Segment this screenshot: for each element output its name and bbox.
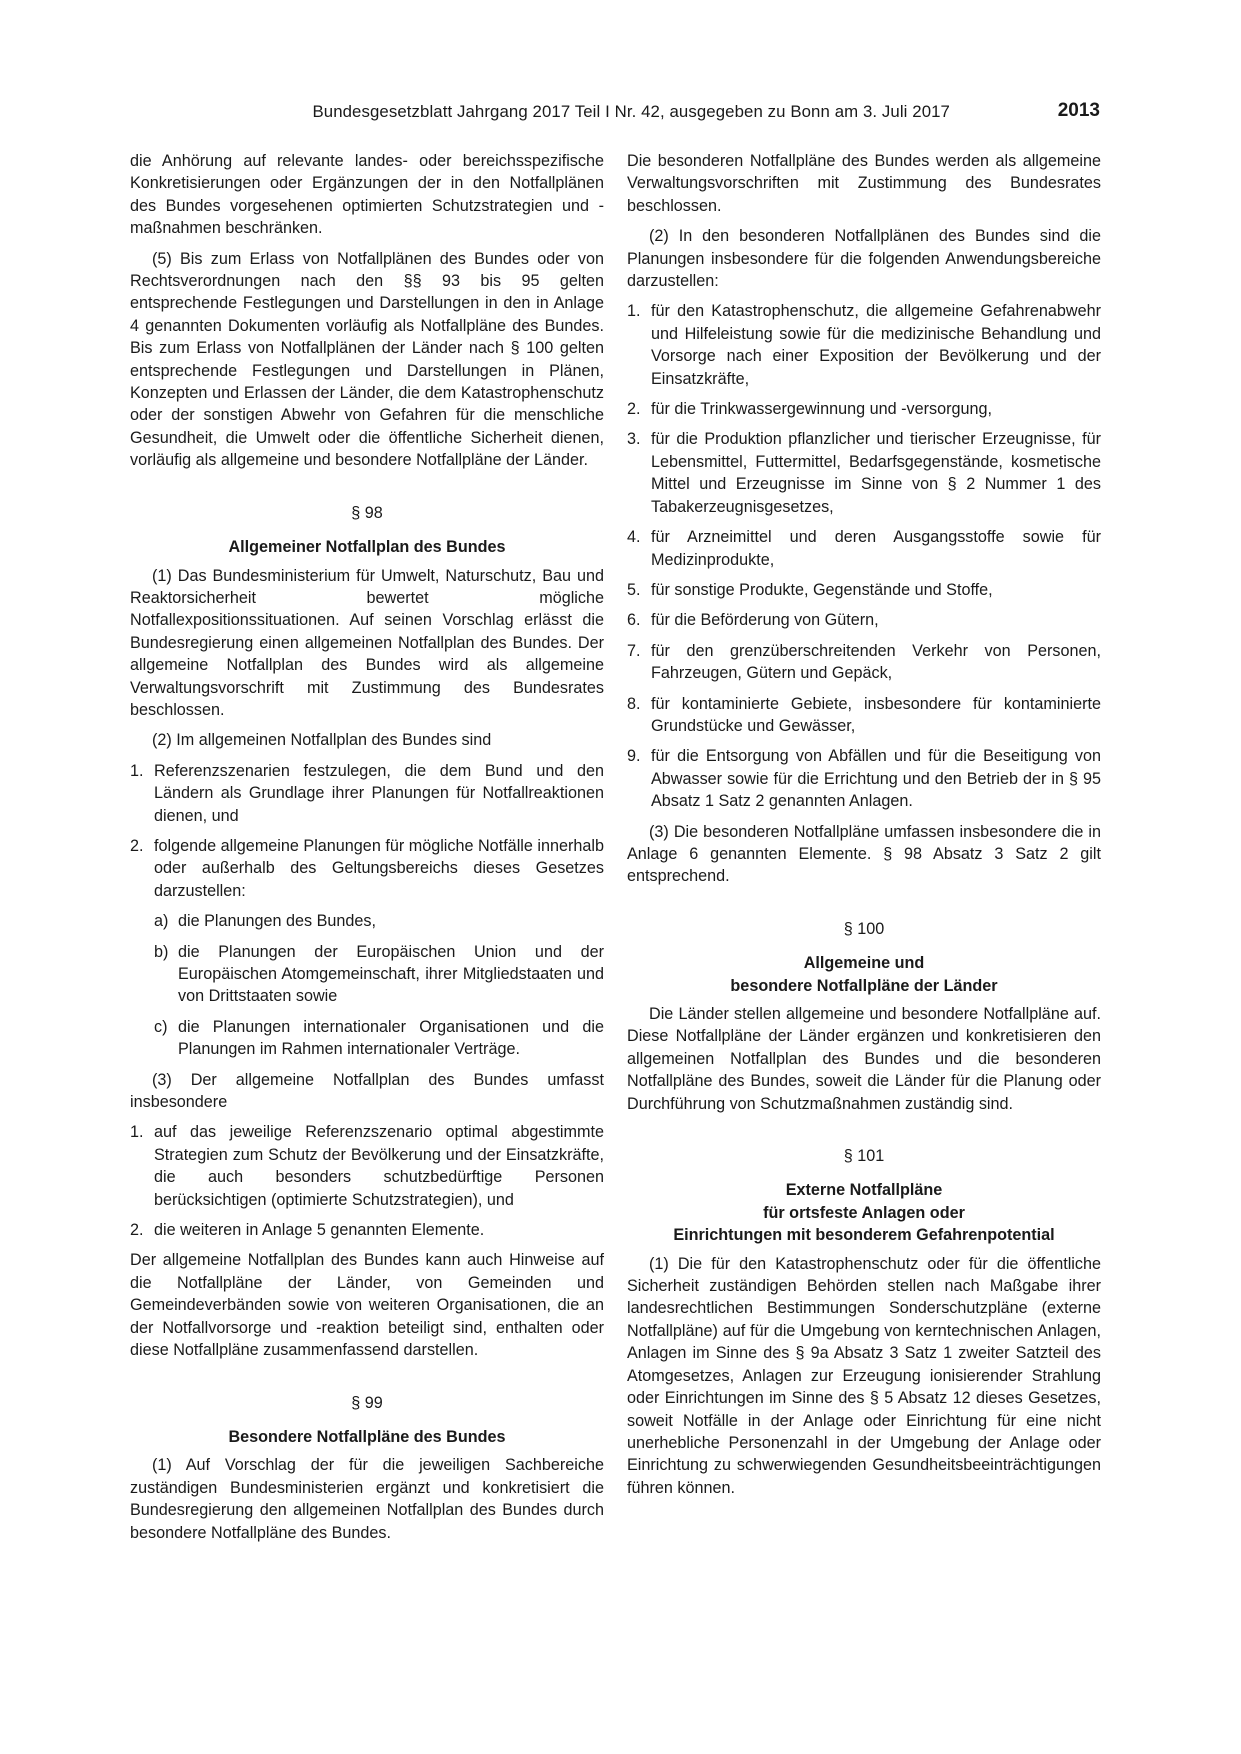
sub-list-letter: b) — [154, 942, 169, 961]
list-number: 9. — [627, 747, 641, 766]
sub-list-item — [154, 1016, 604, 1061]
list-number: 3. — [627, 430, 641, 449]
section-number-100: § 100 — [843, 919, 885, 938]
s100-paragraph: Die Länder stellen allgemeine und besondere Notfallpläne auf. Diese Notfallpläne der Länder ergänzen und konkretisieren den allgemeinen Notfallplan des Bundes und die besonderen Notfallpläne des Bundes, soweit die Länder für die Planung oder Durchführung von Schutzmaßnahmen zuständig sind. — [627, 1005, 1101, 1113]
page-header — [130, 100, 1100, 126]
list-text: auf das jeweilige Referenzszenario optimal abgestimmte Strategien zum Schutz der Bevölkerung und der Einsatzkräfte, die auch besonders schutzbedürftige Personen berücksichtigen (optimierte Schutzstrategien), und — [154, 1123, 604, 1209]
list-number: 6. — [627, 611, 641, 630]
list-item — [627, 745, 1101, 812]
list-number: 5. — [627, 580, 641, 599]
list-item — [130, 835, 604, 902]
paragraph-continuation: Die besonderen Notfallpläne des Bundes werden als allgemeine Verwaltungsvorschriften mit Zustimmung des Bundesrates beschlossen. — [627, 152, 1101, 215]
list-text: folgende allgemeine Planungen für mögliche Notfälle innerhalb oder außerhalb des Geltungsbereichs dieses Gesetzes darzustellen: — [154, 836, 604, 900]
list-text: für kontaminierte Gebiete, insbesondere für kontaminierte Grundstücke und Gewässer, — [651, 694, 1101, 735]
sub-list-text: die Planungen des Bundes, — [178, 912, 377, 931]
list-text: für sonstige Produkte, Gegenstände und Stoffe, — [651, 580, 993, 599]
list-text: für die Beförderung von Gütern, — [651, 611, 879, 630]
sub-list-item — [154, 941, 604, 1008]
paragraph-continuation: die Anhörung auf relevante landes- oder bereichsspezifische Konkretisierungen oder Ergänzungen der in den Notfallplänen des Bundes vorgesehenen optimierten Schutzstrategien und -maßnahmen beschränken. — [130, 152, 604, 238]
list-number: 2. — [627, 400, 641, 419]
sub-list-text: die Planungen internationaler Organisationen und die Planungen im Rahmen internationaler Verträge. — [178, 1017, 604, 1059]
section-number-99: § 99 — [351, 1393, 383, 1412]
list-text: für Arzneimittel und deren Ausgangsstoffe sowie für Medizinprodukte, — [651, 528, 1101, 569]
list-number: 1. — [130, 1123, 144, 1142]
sub-list-letter: c) — [154, 1017, 168, 1036]
list-text: für die Entsorgung von Abfällen und für die Beseitigung von Abwasser sowie für die Errichtung und den Betrieb der in § 95 Absatz 1 Satz 2 genannten Anlagen. — [651, 747, 1101, 811]
s98-paragraph-1: (1) Das Bundesministerium für Umwelt, Naturschutz, Bau und Reaktorsicherheit bewertet mögliche Notfallexpositionssituationen. Auf seinen Vorschlag erlässt die Bundesregierung einen allgemeinen Notfallplan des Bundes. Der allgemeine Notfallplan des Bundes wird als allgemeine Verwaltungsvorschrift mit Zustimmung des Bundesrates beschlossen. — [130, 566, 604, 719]
left-column — [130, 150, 604, 1552]
section-title-100-line-2: besondere Notfallpläne der Länder — [730, 976, 998, 995]
s98-paragraph-2: (2) Im allgemeinen Notfallplan des Bundes sind — [152, 731, 492, 750]
list-number: 2. — [130, 1221, 144, 1240]
list-number: 7. — [627, 641, 641, 660]
list-number: 4. — [627, 528, 641, 547]
list-text: für die Trinkwassergewinnung und -versorgung, — [651, 400, 993, 419]
s99-paragraph-2: (2) In den besonderen Notfallplänen des Bundes sind die Planungen insbesondere für die folgenden Anwendungsbereiche darzustellen: — [627, 227, 1101, 291]
s98-paragraph-3-closing: Der allgemeine Notfallplan des Bundes kann auch Hinweise auf die Notfallpläne der Länder, von Gemeinden und Gemeindeverbänden sowie von weiteren Organisationen, die an der Notfallvorsorge und -reaktion beteiligt sind, enthalten oder diese Notfallpläne zusammenfassend darstellen. — [130, 1251, 604, 1360]
section-number-101: § 101 — [843, 1147, 885, 1166]
list-item — [627, 300, 1101, 390]
list-text: Referenzszenarien festzulegen, die dem Bund und den Ländern als Grundlage ihrer Planungen für Notfallreaktionen dienen, und — [154, 761, 604, 825]
page-number: 2013 — [1057, 100, 1100, 121]
list-item — [627, 579, 1101, 601]
list-item — [627, 693, 1101, 738]
right-column — [627, 150, 1101, 1507]
s98-paragraph-3: (3) Der allgemeine Notfallplan des Bundes umfasst insbesondere — [130, 1070, 604, 1112]
list-item — [627, 609, 1101, 631]
list-item — [627, 640, 1101, 685]
list-text: für den Katastrophenschutz, die allgemeine Gefahrenabwehr und Hilfeleistung sowie für die medizinische Behandlung und Vorsorge nach einer Exposition der Bevölkerung und der Einsatzkräfte, — [651, 302, 1101, 388]
list-number: 1. — [130, 761, 144, 780]
list-text: für den grenzüberschreitenden Verkehr von Personen, Fahrzeugen, Gütern und Gepäck, — [651, 641, 1101, 683]
section-number-98: § 98 — [351, 503, 383, 522]
list-text: für die Produktion pflanzlicher und tierischer Erzeugnisse, für Lebensmittel, Futtermittel, Bedarfsgegenstände, kosmetische Mittel und Erzeugnisse im Sinne von § 2 Nummer 1 des Tabakerzeugnisgesetzes, — [651, 430, 1101, 516]
list-number: 2. — [130, 836, 144, 855]
section-title-101-line-3: Einrichtungen mit besonderem Gefahrenpotential — [673, 1226, 1055, 1245]
s101-paragraph-1: (1) Die für den Katastrophenschutz oder für die öffentliche Sicherheit zuständigen Behörden stellen nach Maßgabe ihrer landesrechtlichen Bestimmungen Sonderschutzpläne (externe Notfallpläne) auf für die Umgebung von kerntechnischen Anlagen, Anlagen im Sinne des § 9a Absatz 3 Satz 1 zweiter Satzteil des Atomgesetzes, Anlagen zur Erzeugung ionisierender Strahlung oder Einrichtungen im Sinne des § 5 Absatz 12 dieses Gesetzes, soweit Notfälle in der Anlage oder Einrichtung für eine nicht unerhebliche Personenzahl in der Umgebung der Anlage oder Einrichtung zu schwerwiegenden Gesundheitsbeeinträchtigungen führen können. — [627, 1254, 1101, 1497]
list-item — [130, 760, 604, 827]
list-number: 8. — [627, 694, 641, 713]
sub-list-item — [154, 910, 604, 932]
section-title-99: Besondere Notfallpläne des Bundes — [228, 1427, 506, 1446]
section-title-101-line-2: für ortsfeste Anlagen oder — [763, 1203, 965, 1222]
list-item — [130, 1121, 604, 1211]
sub-list-text: die Planungen der Europäischen Union und der Europäischen Atomgemeinschaft, ihrer Mitgliedstaaten und von Drittstaaten sowie — [178, 942, 604, 1006]
section-title-101-line-1: Externe Notfallpläne — [785, 1181, 943, 1200]
list-item — [130, 1219, 604, 1241]
s99-paragraph-3: (3) Die besonderen Notfallpläne umfassen insbesondere die in Anlage 6 genannten Elemente. § 98 Absatz 3 Satz 2 gilt entsprechend. — [627, 822, 1101, 886]
section-title-100-line-1: Allgemeine und — [803, 954, 925, 973]
paragraph-5: (5) Bis zum Erlass von Notfallplänen des Bundes oder von Rechtsverordnungen nach den §§ 93 bis 95 gelten entsprechende Festlegungen und Darstellungen in den in Anlage 4 genannten Dokumenten vorläufig als Notfallpläne des Bundes. Bis zum Erlass von Notfallplänen der Länder nach § 100 gelten entsprechende Festlegungen und Darstellungen in Plänen, Konzepten und Erlassen der Länder, die dem Katastrophenschutz oder der sonstigen Abwehr von Gefahren für die menschliche Gesundheit, die Umwelt oder die öffentliche Sicherheit dienen, vorläufig als allgemeine und besondere Notfallpläne der Länder. — [130, 249, 604, 470]
list-item — [627, 526, 1101, 571]
list-text: die weiteren in Anlage 5 genannten Elemente. — [154, 1221, 485, 1240]
list-item — [627, 428, 1101, 518]
sub-list-letter: a) — [154, 912, 169, 931]
section-title-98: Allgemeiner Notfallplan des Bundes — [228, 538, 506, 557]
list-item — [627, 398, 1101, 420]
list-number: 1. — [627, 302, 641, 321]
s99-paragraph-1: (1) Auf Vorschlag der für die jeweiligen Sachbereiche zuständigen Bundesministerien ergänzt und konkretisiert die Bundesregierung den allgemeinen Notfallplan des Bundes durch besondere Notfallpläne des Bundes. — [130, 1456, 604, 1542]
running-head: Bundesgesetzblatt Jahrgang 2017 Teil I Nr. 42, ausgegeben zu Bonn am 3. Juli 2017 — [312, 102, 950, 121]
